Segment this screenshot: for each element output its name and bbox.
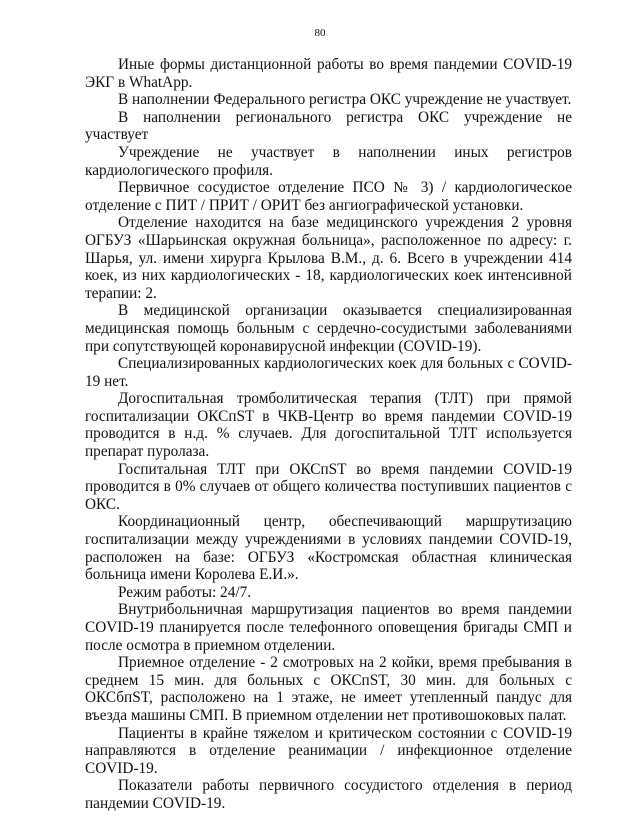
paragraph-other-registries: Учреждение не участвует в наполнении иных регистров кардиологического профиля. <box>85 143 572 179</box>
paragraph-covid-beds: Специализированных кардиологических коек для больных с COVID-19 нет. <box>85 355 572 390</box>
paragraph-work-schedule: Режим работы: 24/7. <box>118 583 252 601</box>
paragraph-regional-registry: В наполнении регионального регистра ОКС учреждение не участвует <box>85 108 572 144</box>
paragraph-inhospital-routing: Внутрибольничная маршрутизация пациентов во время пандемии COVID-19 планируется после телефонного оповещения бригады СМП и после осмотра в приемном отделении. <box>85 601 572 654</box>
paragraph-coordination-center: Координационный центр, обеспечивающий маршрутизацию госпитализации между учреждениями в условиях пандемии COVID-19, расположен на базе: ОГБУЗ «Костромская областная клиническая больница имени Королева Е.И.». <box>85 513 572 584</box>
paragraph-hospital-tlt: Госпитальная ТЛТ при ОКСпST во время пандемии COVID-19 проводится в 0% случаев от общего количества поступивших пациентов с ОКС. <box>85 460 572 513</box>
paragraph-specialized-care: В медицинской организации оказывается специализированная медицинская помощь больным с сердечно-сосудистыми заболеваниями при сопутствующей коронавирусной инфекции (COVID-19). <box>85 302 572 355</box>
paragraph-vascular-department: Первичное сосудистое отделение ПСО № 3) / кардиологическое отделение с ПИТ / ПРИТ / ОРИТ без ангиографической установки. <box>85 179 572 214</box>
paragraph-critical-patients: Пациенты в крайне тяжелом и критическом состоянии с COVID-19 направляются в отделение реанимации / инфекционное отделение COVID-19. <box>85 724 572 777</box>
paragraph-admission-department: Приемное отделение - 2 смотровых на 2 койки, время пребывания в среднем 15 мин. для больных с ОКСпST, 30 мин. для больных с ОКСбпST, расположено на 1 этаже, не имеет утепленный пандус для въезда машины СМП. В приемном отделении нет противошоковых палат. <box>85 654 572 724</box>
paragraph-prehospital-tlt: Догоспитальная тромболитическая терапия (ТЛТ) при прямой госпитализации ОКСпST в ЧКВ-Центр во время пандемии COVID-19 проводится в н.д. % случаев. Для догоспитальной ТЛТ используется препарат пуролаза. <box>85 390 572 461</box>
paragraph-federal-registry: В наполнении Федерального регистра ОКС учреждение не участвует. <box>118 91 572 109</box>
document-body <box>85 56 572 813</box>
paragraph-remote-work: Иные формы дистанционной работы во время пандемии COVID-19 ЭКГ в WhatApp. <box>85 56 572 91</box>
paragraph-department-location: Отделение находится на базе медицинского учреждения 2 уровня ОГБУЗ «Шарьинская окружная больница», расположенное по адресу: г. Шарья, ул. имени хирурга Крылова В.М., д. 6. Всего в учреждении 414 коек, из них кардиологических - 18, кардиологических коек интенсивной терапии: 2. <box>85 214 572 302</box>
paragraph-performance-indicators: Показатели работы первичного сосудистого отделения в период пандемии COVID-19. <box>85 777 572 812</box>
page-number: 80 <box>314 27 326 39</box>
